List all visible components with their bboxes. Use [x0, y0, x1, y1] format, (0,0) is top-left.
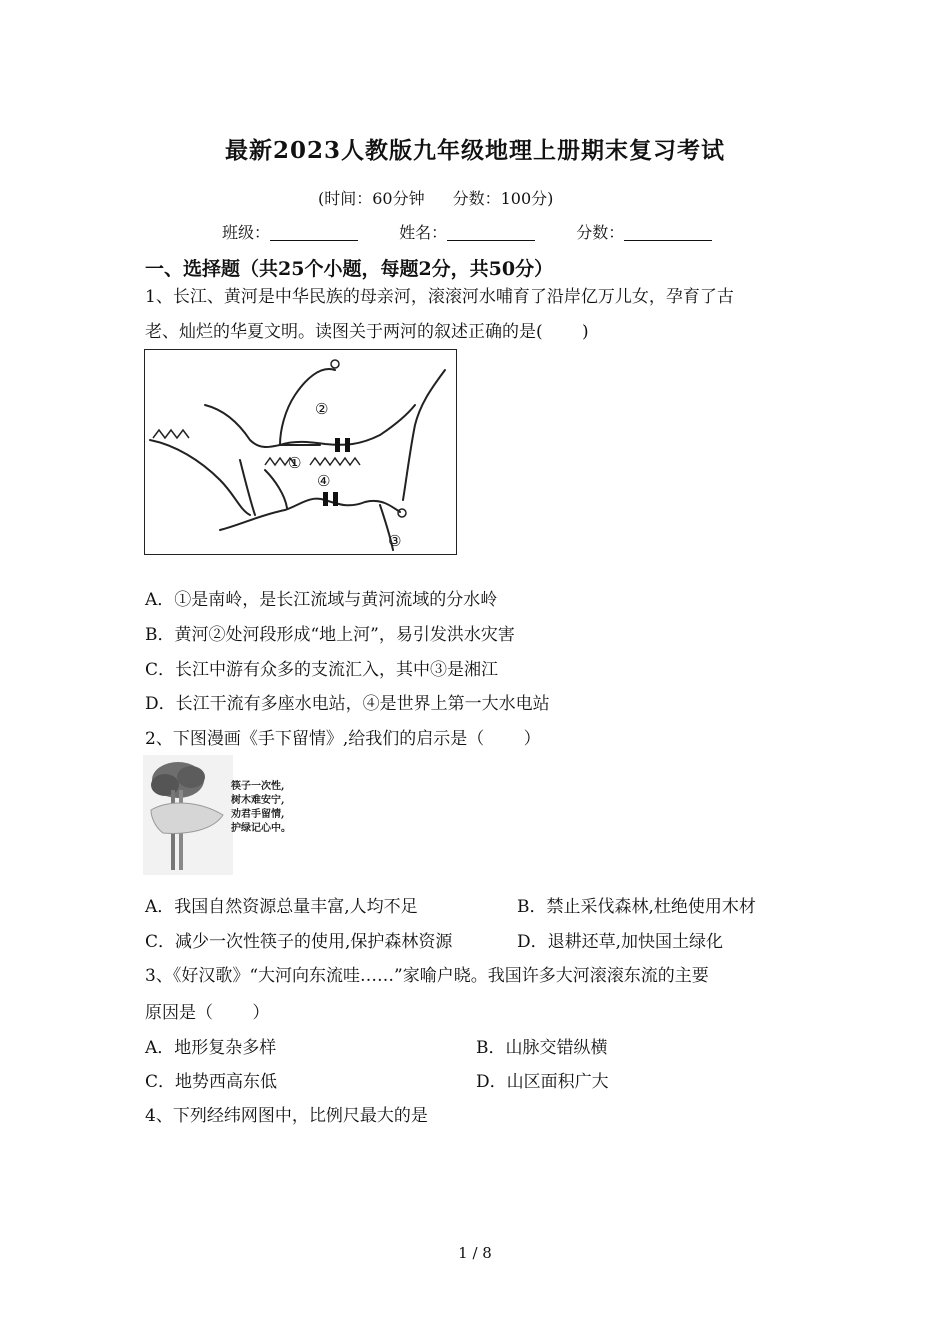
q2-option-d[interactable]: D．退耕还草,加快国土绿化 — [517, 932, 724, 952]
cartoon-caption-line1: 筷子一次性, — [231, 781, 285, 792]
q1-option-d[interactable]: D．长江干流有多座水电站，④是世界上第一大水电站 — [145, 694, 550, 714]
map-label-1: ① — [288, 454, 302, 472]
rivers-map-svg — [145, 350, 456, 554]
lake-east — [398, 509, 406, 517]
q3-option-c[interactable]: C．地势西高东低 — [145, 1072, 278, 1092]
q3-stem-line1: 3、《好汉歌》“大河向东流哇……”家喻户晓。我国许多大河滚滚东流的主要 — [145, 966, 709, 986]
name-blank[interactable] — [447, 226, 535, 241]
dam-yangtze-2 — [333, 492, 338, 506]
q2-option-c[interactable]: C．减少一次性筷子的使用,保护森林资源 — [145, 932, 453, 952]
yangtze-river-path — [220, 499, 400, 530]
coast-line — [403, 370, 445, 500]
tributary-3 — [265, 470, 287, 508]
q2-option-a[interactable]: A．我国自然资源总量丰富,人均不足 — [145, 897, 418, 917]
lake-north — [331, 360, 339, 368]
dam-yellow-1 — [335, 438, 340, 452]
dam-yellow-2 — [345, 438, 350, 452]
score-label: 分数： — [576, 223, 625, 242]
q3-stem-line2: 原因是（ ） — [145, 1003, 270, 1023]
cartoon-caption — [231, 780, 291, 836]
cartoon-caption-line4: 护绿记心中。 — [231, 823, 291, 834]
page-number: 1 / 8 — [458, 1244, 492, 1262]
yangtze-upper — [150, 440, 250, 515]
score-field[interactable] — [576, 220, 712, 243]
q2-option-b[interactable]: B．禁止采伐森林,杜绝使用木材 — [517, 897, 756, 917]
dam-yangtze-1 — [323, 492, 328, 506]
q2-stem: 2、下图漫画《手下留情》,给我们的启示是（ ） — [145, 729, 541, 749]
map-label-3: ③ — [388, 532, 402, 550]
name-field[interactable] — [399, 220, 535, 243]
exam-total-score: 分数：100分) — [452, 189, 554, 208]
q3-option-a[interactable]: A．地形复杂多样 — [145, 1038, 277, 1058]
class-blank[interactable] — [270, 226, 358, 241]
cartoon-caption-line3: 劝君手留情, — [231, 809, 285, 820]
cartoon-drawing — [143, 755, 233, 875]
page-title: 最新2023人教版九年级地理上册期末复习考试 — [224, 137, 725, 164]
q3-option-b[interactable]: B．山脉交错纵横 — [476, 1038, 608, 1058]
q3-option-d[interactable]: D．山区面积广大 — [476, 1072, 609, 1092]
student-info-fields — [222, 220, 748, 243]
map-label-2: ② — [315, 400, 329, 418]
q1-option-c[interactable]: C．长江中游有众多的支流汇入，其中③是湘江 — [145, 660, 499, 680]
mountains-qinling — [310, 458, 360, 465]
yellow-river-upper — [205, 405, 280, 447]
name-label: 姓名： — [399, 223, 448, 242]
exam-meta — [318, 186, 553, 209]
class-label: 班级： — [222, 223, 271, 242]
mountains-west — [153, 430, 189, 438]
q4-stem: 4、下列经纬网图中，比例尺最大的是 — [145, 1106, 428, 1126]
class-field[interactable] — [222, 220, 358, 243]
section-heading: 一、选择题（共25个小题，每题2分，共50分） — [145, 258, 554, 280]
q1-option-a[interactable]: A．①是南岭，是长江流域与黄河流域的分水岭 — [145, 590, 498, 610]
map-label-4: ④ — [317, 472, 331, 490]
cartoon-caption-line2: 树木难安宁, — [231, 795, 285, 806]
q1-option-b[interactable]: B．黄河②处河段形成“地上河”，易引发洪水灾害 — [145, 625, 515, 645]
score-blank[interactable] — [624, 226, 712, 241]
q1-stem-line2: 老、灿烂的华夏文明。读图关于两河的叙述正确的是( ) — [145, 322, 589, 342]
q1-stem-line1: 1、长江、黄河是中华民族的母亲河，滚滚河水哺育了沿岸亿万儿女，孕育了古 — [145, 287, 734, 307]
exam-time: (时间：60分钟 — [318, 189, 425, 208]
rivers-map — [144, 349, 457, 555]
